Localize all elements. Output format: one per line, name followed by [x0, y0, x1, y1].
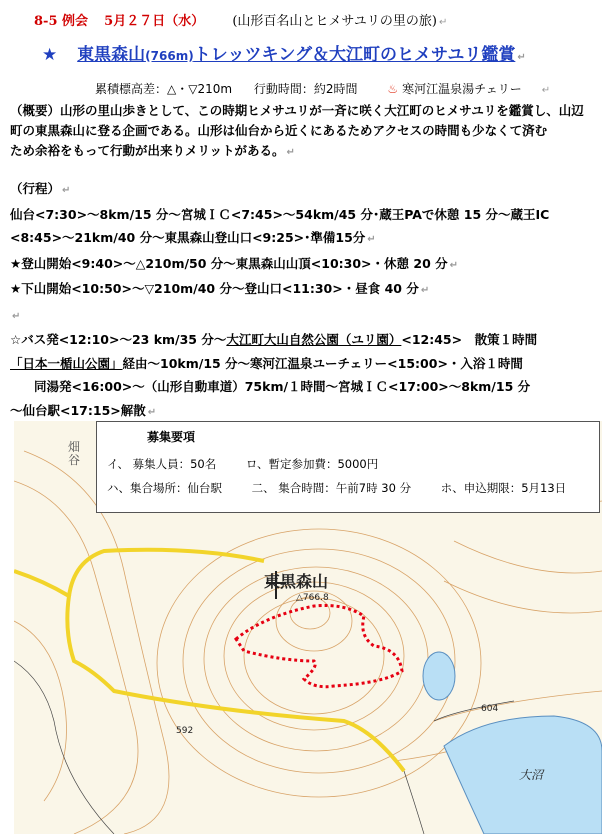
overview-line: （概要）山形の里山歩きとして、この時期ヒメサユリが一斉に咲く大江町のヒメサユリを鑑賞し、山辺 [10, 103, 584, 118]
return-mark-icon: ↵ [541, 85, 551, 96]
return-mark-icon: ↵ [62, 185, 71, 196]
pond [423, 652, 455, 700]
itinerary-line: ～仙台駅<17:15>解散 [10, 402, 146, 418]
itinerary [10, 177, 606, 424]
overview-line: 町の東黒森山に登る企画である。山形は仙台から近くにあるためアクセスの時間も少なくて済む [10, 123, 548, 138]
itinerary-line: ★下山開始<10:50>～▽210m/40 分～登山口<11:30>・昼食 40 分 [10, 281, 419, 296]
recruitment-row [107, 456, 404, 472]
return-mark-icon: ↵ [12, 310, 21, 322]
title-rest: トレッツキング＆大江町のヒメサユリ鑑賞 [193, 45, 516, 65]
map-peak-name: 東黒森山 [264, 572, 329, 591]
recruitment-deadline: ホ、申込期限：5月13日 [440, 481, 567, 495]
recruitment-title: 募集要項 [147, 430, 196, 444]
return-mark-icon: ↵ [449, 259, 459, 271]
walking-time: 行動時間：約2時間 [253, 82, 358, 96]
itinerary-line: 仙台<7:30>～8km/15 分～宮城ＩＣ<7:45>～54km/45 分･蔵王PAで休憩 15 分～蔵王IC [10, 206, 550, 222]
overview-line: ため余裕をもって行動が出来りメリットがある。 [10, 143, 285, 158]
hot-spring-icon: ♨ [387, 82, 399, 96]
event-date: 5月２７日（水） [104, 14, 205, 29]
return-mark-icon: ↵ [286, 147, 295, 158]
itinerary-line: ☆バス発<12:10>～23 km/35 分～ [10, 332, 227, 347]
event-subtitle: (山形百名山とヒメサユリの里の旅) [232, 14, 437, 29]
overview-paragraph [10, 101, 606, 163]
return-mark-icon: ↵ [420, 285, 430, 296]
map-point-604: 604 [481, 704, 499, 714]
itinerary-heading: （行程） [10, 181, 61, 196]
elevation-gain: 累積標高差：△・▽210m [95, 82, 233, 96]
itinerary-line: <12:45> 散策１時間 [401, 332, 538, 347]
title-elevation: (766m) [145, 49, 194, 63]
recruitment-fee: ロ、暫定参加費：5000円 [245, 457, 379, 471]
recruitment-capacity: イ、 募集人員：50名 [107, 457, 217, 471]
itinerary-line: 経由～10km/15 分～寒河江温泉ユーチェリー<15:00>・入浴１時間 [122, 355, 523, 371]
recruitment-box [96, 421, 600, 513]
map-point-592: 592 [176, 726, 194, 736]
return-mark-icon: ↵ [147, 406, 157, 418]
recruitment-row [107, 480, 592, 496]
recruitment-meeting-time: 二、 集合時間：午前7時 30 分 [251, 481, 412, 495]
tateyama-park-name: 「日本一楯山公園」 [10, 355, 123, 371]
hiking-route [236, 605, 402, 686]
event-code: 8-5 例会 [34, 14, 89, 29]
hot-spring-name: 寒河江温泉湯チェリー [402, 82, 522, 96]
recruitment-meeting-place: ハ、集合場所：仙台駅 [107, 481, 222, 495]
roads [14, 550, 404, 771]
header-line [34, 10, 447, 29]
star-icon: ★ [42, 45, 58, 65]
return-mark-icon: ↵ [367, 234, 376, 245]
map-side-label: 畑谷 [68, 440, 81, 467]
itinerary-line: 同湯発<16:00>～（山形自動車道）75km/１時間～宮城ＩＣ<17:00>～8km/15 分 [34, 379, 531, 394]
title-mountain: 東黒森山 [77, 45, 146, 65]
map-lake-label: 大沼 [519, 768, 544, 782]
stats-line [95, 80, 568, 97]
itinerary-line: <8:45>～21km/40 分～東黒森山登山口<9:25>･準備15分 [10, 230, 366, 245]
return-mark-icon: ↵ [517, 52, 526, 63]
lily-park-name: 大江町大山自然公園（ユリ園） [226, 332, 402, 347]
map-peak-elevation: △766.8 [296, 593, 329, 603]
return-mark-icon: ↵ [438, 17, 448, 28]
page-title [42, 40, 526, 65]
itinerary-line: ★登山開始<9:40>～△210m/50 分～東黒森山山頂<10:30>・休憩 20 分 [10, 255, 448, 271]
